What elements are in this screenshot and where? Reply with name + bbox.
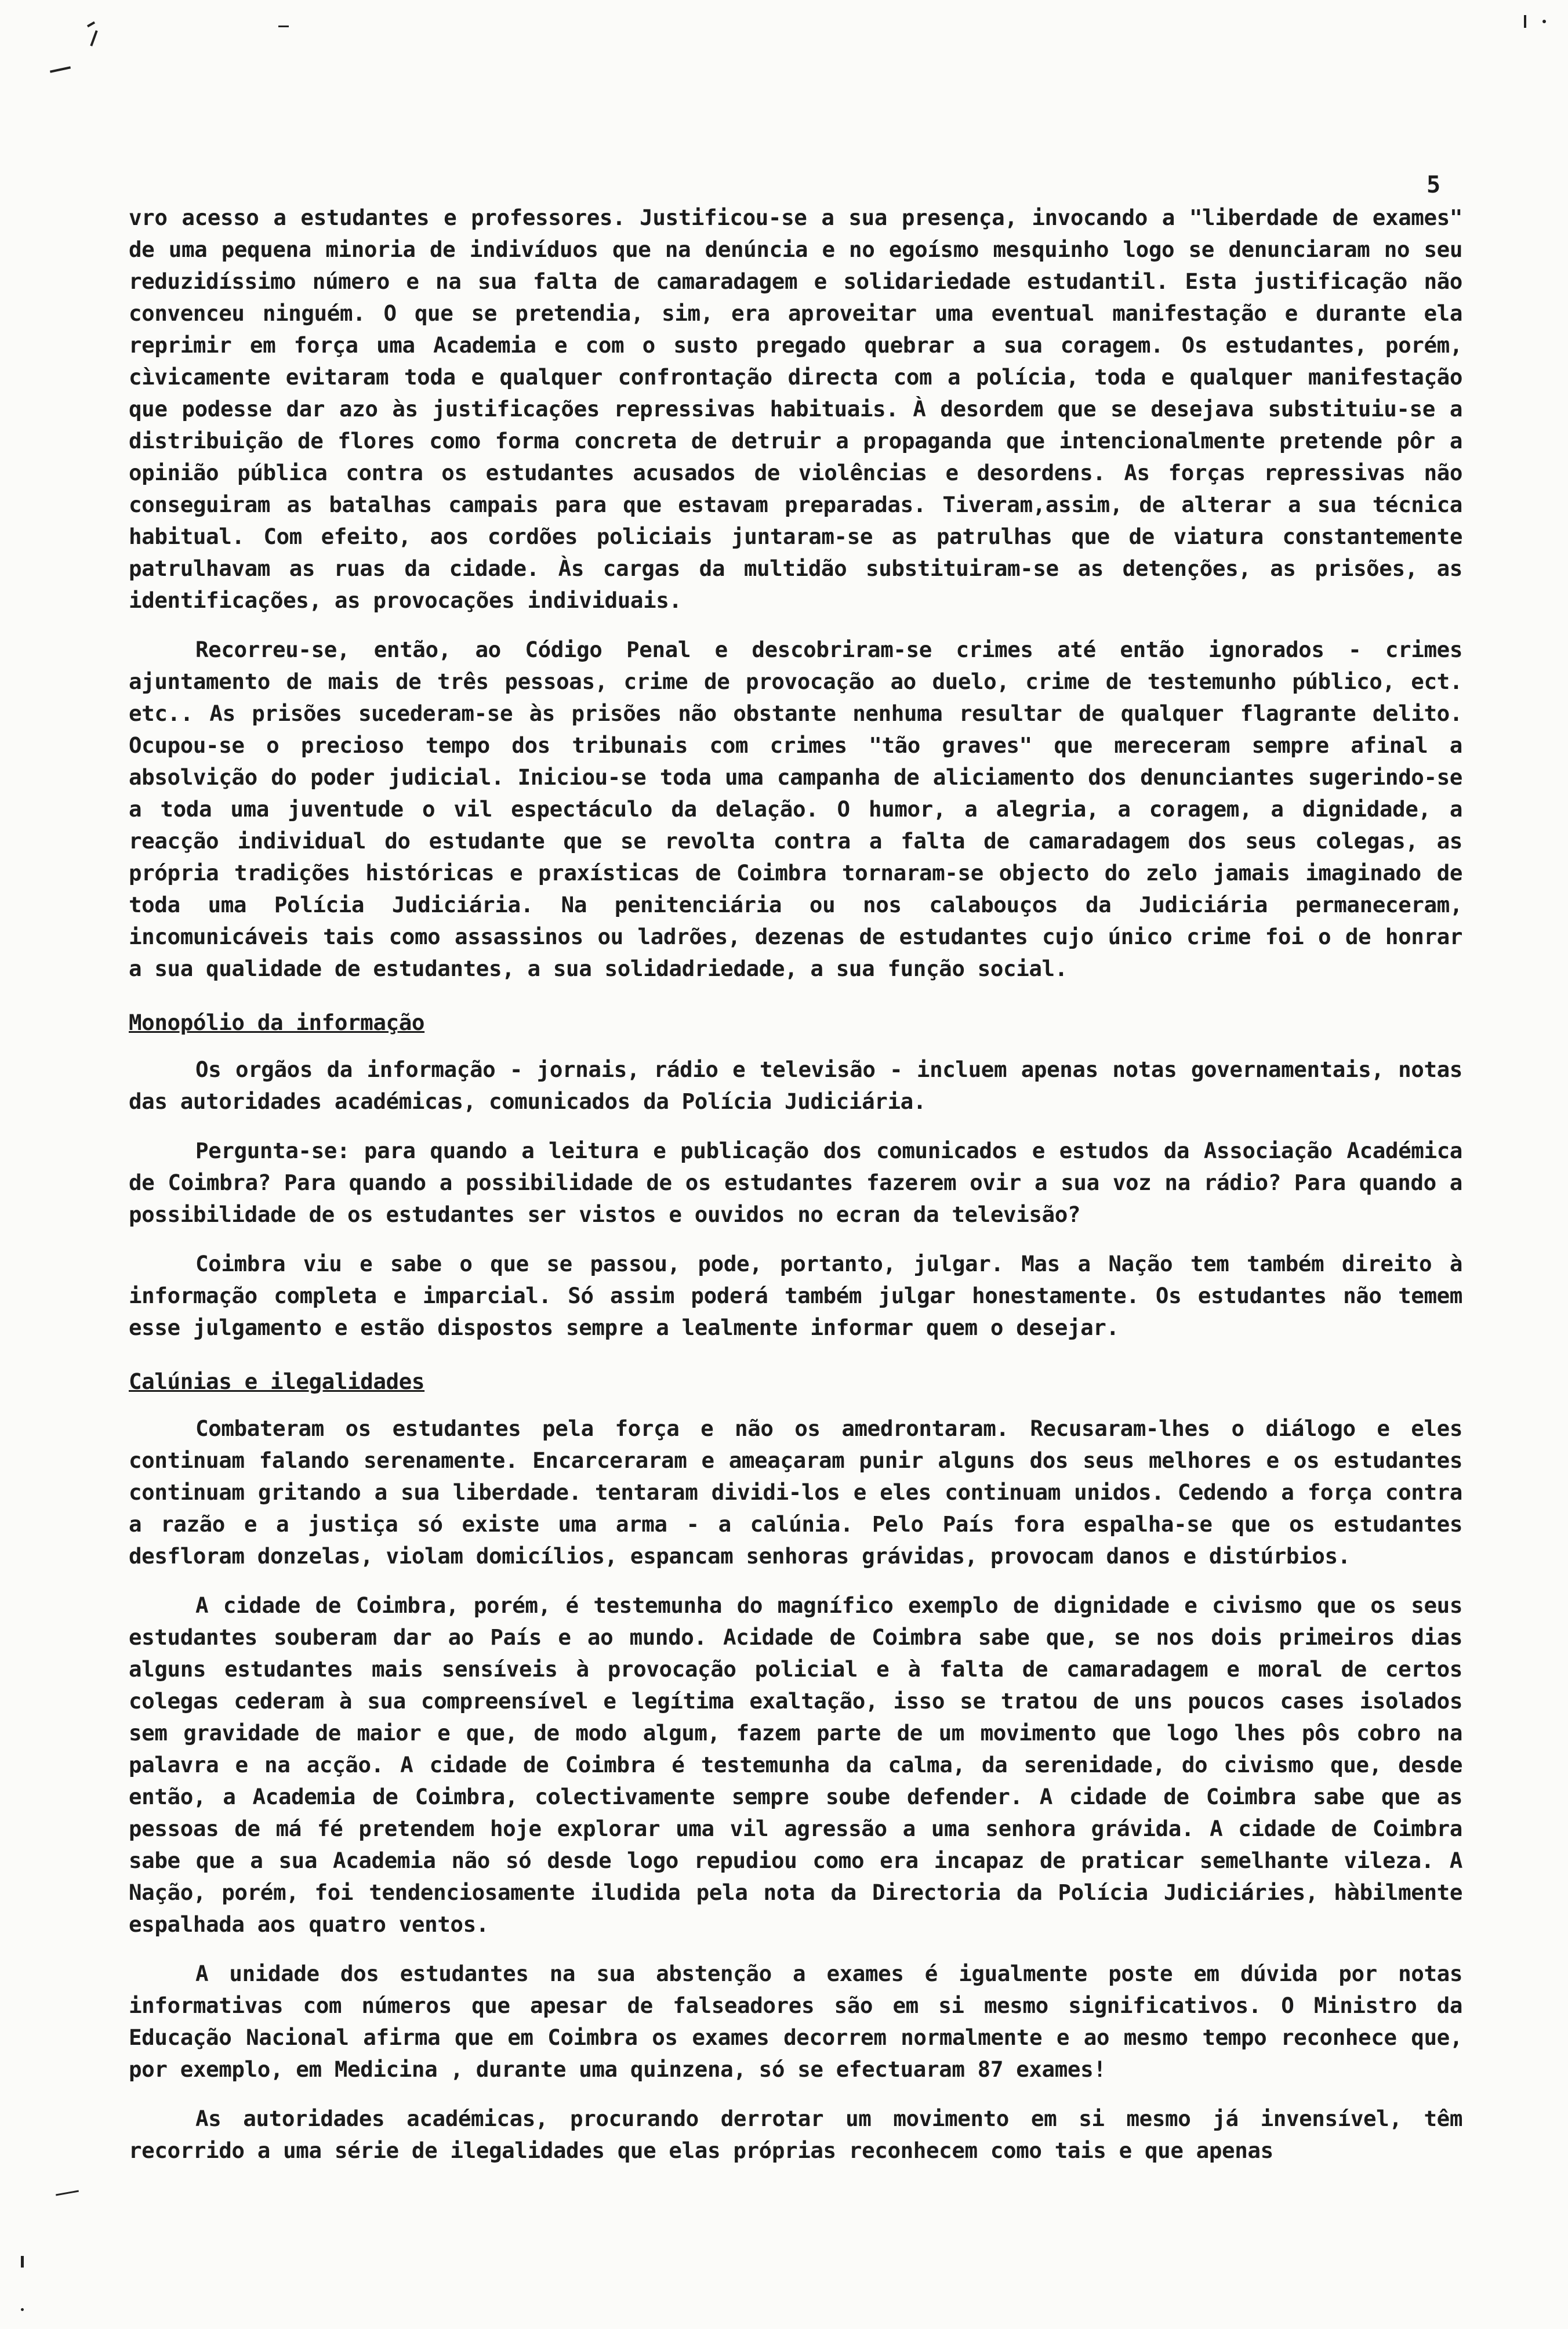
- paragraph: Coimbra viu e sabe o que se passou, pode, portanto, julgar. Mas a Nação tem também direito à informação completa e imparcial. Só assim poderá também julgar honestamente. Os estudantes não temem esse julgamento e estão dispostos sempre a lealmente informar quem o desejar.: [129, 1251, 1462, 1340]
- paragraph: vro acesso a estudantes e professores. Justificou-se a sua presença, invocando a "liberdade de exames" de uma pequena minoria de indivíduos que na denúncia e no egoísmo mesquinho logo se denunciaram no seu reduzidíssimo número e na sua falta de camaradagem e solidariedade estudantil. Esta justificação não convenceu ninguém. O que se pretendia, sim, era aproveitar uma eventual manifestação e durante ela reprimir em força uma Academia e com o susto pregado quebrar a sua coragem. Os estudantes, porém, cìvicamente evitaram toda e qualquer confrontação directa com a polícia, toda e qualquer manifestação que podesse dar azo às justificações repressivas habituais. À desordem que se desejava substituiu-se a distribuição de flores como forma concreta de detruir a propaganda que intencionalmente pretende pôr a opinião pública contra os estudantes acusados de violências e desordens. As forças repressivas não conseguiram as batalhas campais para que estavam preparadas. Tiveram,assim, de alterar a sua técnica habitual. Com efeito, aos cordões policiais juntaram-se as patrulhas que de viatura constantemente patrulhavam as ruas da cidade. Às cargas da multidão substituiram-se as detenções, as prisões, as identificações, as provocações individuais.: [129, 205, 1462, 613]
- scan-mark: [87, 21, 95, 27]
- paragraph: Recorreu-se, então, ao Código Penal e descobriram-se crimes até então ignorados - crimes ajuntamento de mais de três pessoas, crime de provocação ao duelo, crime de testemunho público, ect. etc.. As prisões sucederam-se às prisões não obstante nenhuma resultar de qualquer flagrante delito. Ocupou-se o precioso tempo dos tribunais com crimes "tão graves" que mereceram sempre afinal a absolvição do poder judicial. Iniciou-se toda uma campanha de aliciamento dos denunciantes sugerindo-se a toda uma juventude o vil espectáculo da delação. O humor, a alegria, a coragem, a dignidade, a reacção individual do estudante que se revolta contra a falta de camaradagem dos seus colegas, as própria tradições históricas e praxísticas de Coimbra tornaram-se objecto do zelo jamais imaginado de toda uma Polícia Judiciária. Na penitenciária ou nos calabouços da Judiciária permaneceram, incomunicáveis tais como assassinos ou ladrões, dezenas de estudantes cujo único crime foi o de honrar a sua qualidade de estudantes, a sua solidadriedade, a sua função social.: [129, 637, 1462, 981]
- paragraph: A unidade dos estudantes na sua abstenção a exames é igualmente poste em dúvida por notas informativas com números que apesar de falseadores são em si mesmo significativos. O Ministro da Educação Nacional afirma que em Coimbra os exames decorrem normalmente e ao mesmo tempo reconhece que, por exemplo, em Medicina , durante uma quinzena, só se efectuaram 87 exames!: [129, 1961, 1462, 2082]
- scan-mark: [1542, 20, 1546, 23]
- scan-mark: [50, 66, 71, 72]
- paragraph: Pergunta-se: para quando a leitura e publicação dos comunicados e estudos da Associação Académica de Coimbra? Para quando a possibilidade de os estudantes fazerem ovir a sua voz na rádio? Para quando a possibilidade de os estudantes ser vistos e ouvidos no ecran da televisão?: [129, 1138, 1462, 1227]
- scan-mark: [56, 2190, 79, 2196]
- document-body: [129, 202, 1462, 2184]
- scan-mark: [21, 2256, 24, 2268]
- paragraph: A cidade de Coimbra, porém, é testemunha do magnífico exemplo de dignidade e civismo que os seus estudantes souberam dar ao País e ao mundo. Acidade de Coimbra sabe que, se nos dois primeiros dias alguns estudantes mais sensíveis à provocação policial e à falta de camaradagem e moral de certos colegas cederam à sua compreensível e legítima exaltação, isso se tratou de uns poucos cases isolados sem gravidade de maior e que, de modo algum, fazem parte de um movimento que logo lhes pôs cobro na palavra e na acção. A cidade de Coimbra é testemunha da calma, da serenidade, do civismo que, desde então, a Academia de Coimbra, colectivamente sempre soube defender. A cidade de Coimbra sabe que as pessoas de má fé pretendem hoje explorar uma vil agressão a uma senhora grávida. A cidade de Coimbra sabe que a sua Academia não só desde logo repudiou como era incapaz de praticar semelhante vileza. A Nação, porém, foi tendenciosamente iludida pela nota da Directoria da Polícia Judiciáries, hàbilmente espalhada aos quatro ventos.: [129, 1592, 1462, 1937]
- section-heading-monopolio: Monopólio da informação: [129, 1010, 425, 1035]
- page-number: 5: [1427, 172, 1441, 198]
- section-heading-calunias: Calúnias e ilegalidades: [129, 1369, 425, 1394]
- scan-mark: [90, 30, 97, 46]
- scan-mark: [21, 2308, 24, 2311]
- paragraph: Os orgãos da informação - jornais, rádio e televisão - incluem apenas notas governamentais, notas das autoridades académicas, comunicados da Polícia Judiciária.: [129, 1057, 1462, 1114]
- scan-mark: [1524, 15, 1526, 28]
- paragraph: As autoridades académicas, procurando derrotar um movimento em si mesmo já invensível, têm recorrido a uma série de ilegalidades que elas próprias reconhecem como tais e que apenas: [129, 2106, 1462, 2163]
- scan-mark: [278, 26, 289, 27]
- paragraph: Combateram os estudantes pela força e não os amedrontaram. Recusaram-lhes o diálogo e eles continuam falando serenamente. Encarceraram e ameaçaram punir alguns dos seus melhores e os estudantes continuam gritando a sua liberdade. tentaram dividi-los e eles continuam unidos. Cedendo a força contra a razão e a justiça só existe uma arma - a calúnia. Pelo País fora espalha-se que os estudantes desfloram donzelas, violam domicílios, espancam senhoras grávidas, provocam danos e distúrbios.: [129, 1416, 1462, 1569]
